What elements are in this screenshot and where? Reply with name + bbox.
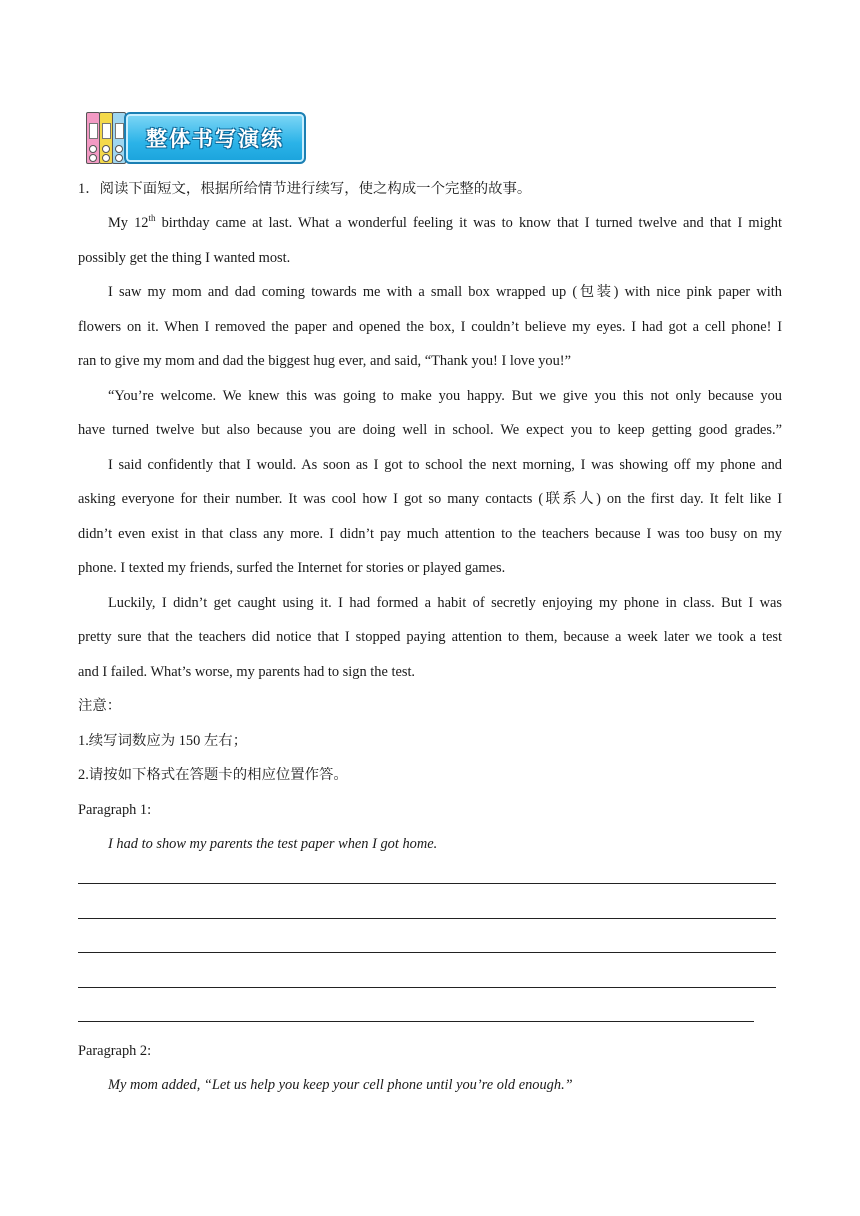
- paragraph1-label: Paragraph 1:: [78, 802, 152, 818]
- banner-title: 整体书写演练: [146, 127, 284, 151]
- story-line-13: pretty sure that the teachers did notice that I stopped paying attention to them, because a week later we took a test: [78, 629, 782, 645]
- note-item-2: 2.请按如下格式在答题卡的相应位置作答。: [78, 767, 348, 783]
- story-line-11: phone. I texted my friends, surfed the Internet for stories or played games.: [78, 560, 506, 576]
- story-line-12: Luckily, I didn’t get caught using it. I had formed a habit of secretly enjoying my phone in class. But I was: [108, 595, 782, 611]
- story-line-14: and I failed. What’s worse, my parents had to sign the test.: [78, 664, 416, 680]
- answer-line-3[interactable]: [78, 952, 776, 953]
- story-line-7: have turned twelve but also because you are doing well in school. We expect you to keep getting good grades.”: [78, 422, 782, 438]
- binders-icon: [84, 110, 128, 164]
- story-line-3: I saw my mom and dad coming towards me with a small box wrapped up (包装) with nice pink paper with: [108, 284, 782, 300]
- answer-line-4[interactable]: [78, 987, 776, 988]
- note-item-1: 1.续写词数应为 150 左右；: [78, 733, 248, 749]
- paragraph2-prompt: My mom added, “Let us help you keep your cell phone until you’re old enough.”: [108, 1077, 573, 1093]
- story-line-5: ran to give my mom and dad the biggest hug ever, and said, “Thank you! I love you!”: [78, 353, 571, 369]
- paragraph1-prompt: I had to show my parents the test paper when I got home.: [108, 836, 438, 852]
- section-banner: [84, 110, 304, 164]
- notes-heading: 注意：: [78, 698, 122, 714]
- banner-label: [124, 112, 306, 164]
- task-instruction: 1．阅读下面短文，根据所给情节进行续写，使之构成一个完整的故事。: [78, 181, 532, 197]
- answer-line-2[interactable]: [78, 918, 776, 919]
- answer-line-1[interactable]: [78, 883, 776, 884]
- story-line-6: “You’re welcome. We knew this was going to make you happy. But we give you this not only because you: [108, 388, 782, 404]
- story-line-8: I said confidently that I would. As soon as I got to school the next morning, I was showing off my phone and: [108, 457, 782, 473]
- answer-line-5[interactable]: [78, 1021, 754, 1022]
- story-line-10: didn’t even exist in that class any more. I didn’t pay much attention to the teachers because I was too busy on my: [78, 526, 782, 542]
- story-line-2: possibly get the thing I wanted most.: [78, 250, 291, 266]
- story-line-1: My 12th birthday came at last. What a wonderful feeling it was to know that I turned twelve and that I might: [108, 213, 782, 231]
- story-line-9: asking everyone for their number. It was cool how I got so many contacts (联系人) on the first day. It felt like I: [78, 491, 782, 507]
- paragraph2-label: Paragraph 2:: [78, 1043, 152, 1059]
- story-line-4: flowers on it. When I removed the paper and opened the box, I couldn’t believe my eyes. I had got a cell phone! I: [78, 319, 782, 335]
